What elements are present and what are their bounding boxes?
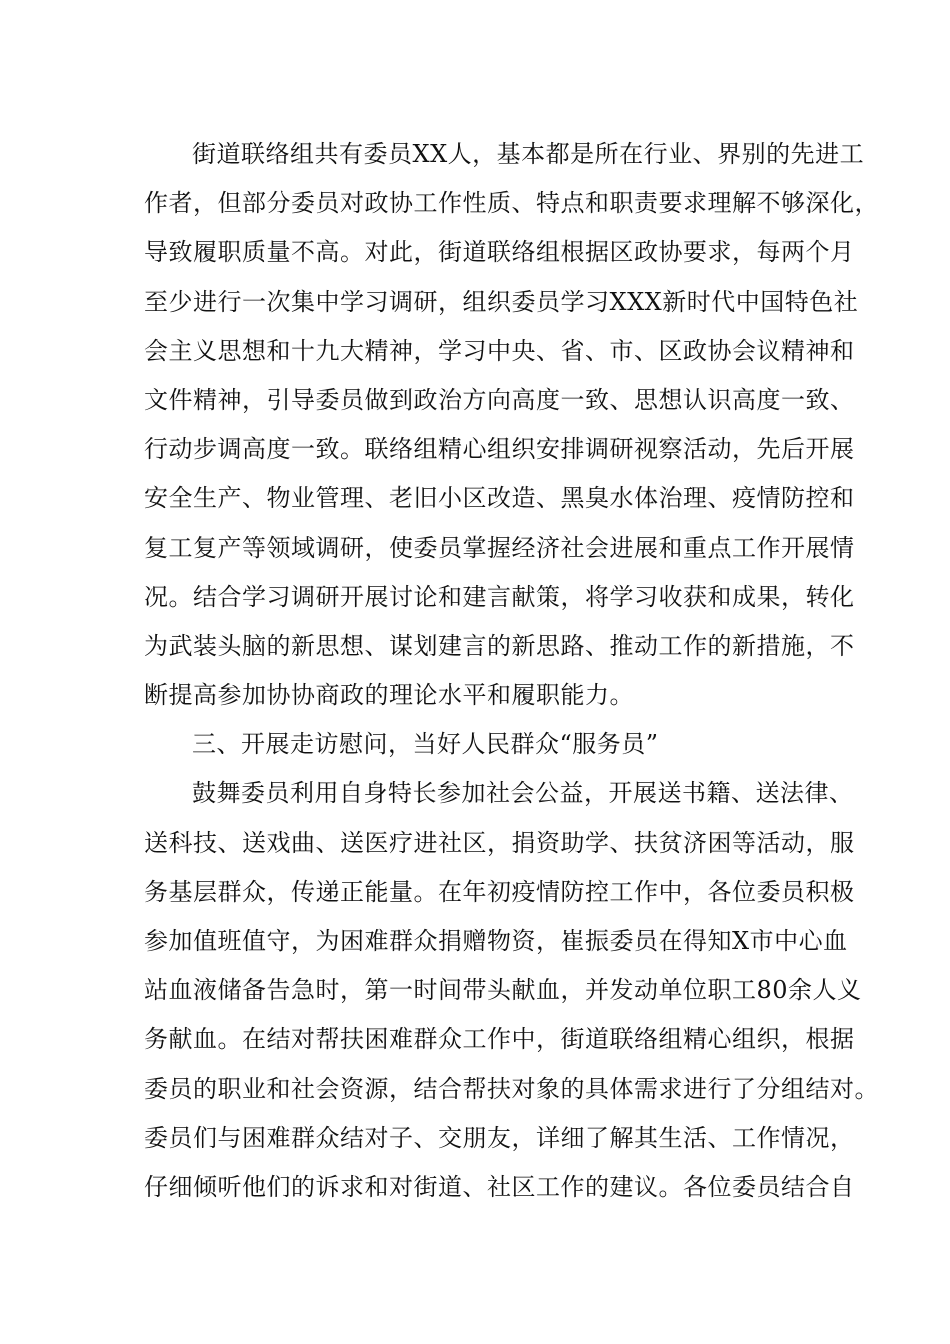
paragraph-line: 站血液储备告急时，第一时间带头献血，并发动单位职工80余人义 xyxy=(144,976,862,1005)
paragraph-line: 委员们与困难群众结对子、交朋友，详细了解其生活、工作情况， xyxy=(144,1123,855,1152)
paragraph-line: 鼓舞委员利用自身特长参加社会公益，开展送书籍、送法律、 xyxy=(192,779,854,808)
paragraph-line: 参加值班值守，为困难群众捐赠物资，崔振委员在得知X市中心血 xyxy=(144,927,848,955)
paragraph-line: 会主义思想和十九大精神，学习中央、省、市、区政协会议精神和 xyxy=(144,336,855,365)
paragraph-line: 送科技、送戏曲、送医疗进社区，捐资助学、扶贫济困等活动，服 xyxy=(144,828,855,857)
paragraph-line: 至少进行一次集中学习调研，组织委员学习XXX新时代中国特色社 xyxy=(144,287,859,316)
paragraph-line: 文件精神，引导委员做到政治方向高度一致、思想认识高度一致、 xyxy=(144,385,855,414)
paragraph-line: 仔细倾听他们的诉求和对街道、社区工作的建议。各位委员结合自 xyxy=(144,1172,855,1201)
paragraph-line: 为武装头脑的新思想、谋划建言的新思路、推动工作的新措施，不 xyxy=(144,631,855,660)
paragraph-line: 务献血。在结对帮扶困难群众工作中，街道联络组精心组织，根据 xyxy=(144,1025,855,1054)
paragraph-line: 行动步调高度一致。联络组精心组织安排调研视察活动，先后开展 xyxy=(144,435,855,464)
paragraph-line: 况。结合学习调研开展讨论和建言献策，将学习收获和成果，转化 xyxy=(144,582,855,611)
paragraph-line: 作者，但部分委员对政协工作性质、特点和职责要求理解不够深化， xyxy=(144,189,879,218)
paragraph-line: 导致履职质量不高。对此，街道联络组根据区政协要求，每两个月 xyxy=(144,238,855,267)
section-heading: 三、开展走访慰问，当好人民群众“服务员” xyxy=(192,730,659,759)
paragraph-line: 街道联络组共有委员XX人，基本都是所在行业、界别的先进工 xyxy=(192,140,865,168)
document-body xyxy=(144,130,879,1212)
paragraph-line: 断提高参加协协商政的理论水平和履职能力。 xyxy=(144,681,634,710)
paragraph-line: 安全生产、物业管理、老旧小区改造、黑臭水体治理、疫情防控和 xyxy=(144,484,855,513)
paragraph-line: 务基层群众，传递正能量。在年初疫情防控工作中，各位委员积极 xyxy=(144,877,855,906)
paragraph-line: 复工复产等领域调研，使委员掌握经济社会进展和重点工作开展情 xyxy=(144,533,855,562)
paragraph-line: 委员的职业和社会资源，结合帮扶对象的具体需求进行了分组结对。 xyxy=(144,1074,879,1103)
